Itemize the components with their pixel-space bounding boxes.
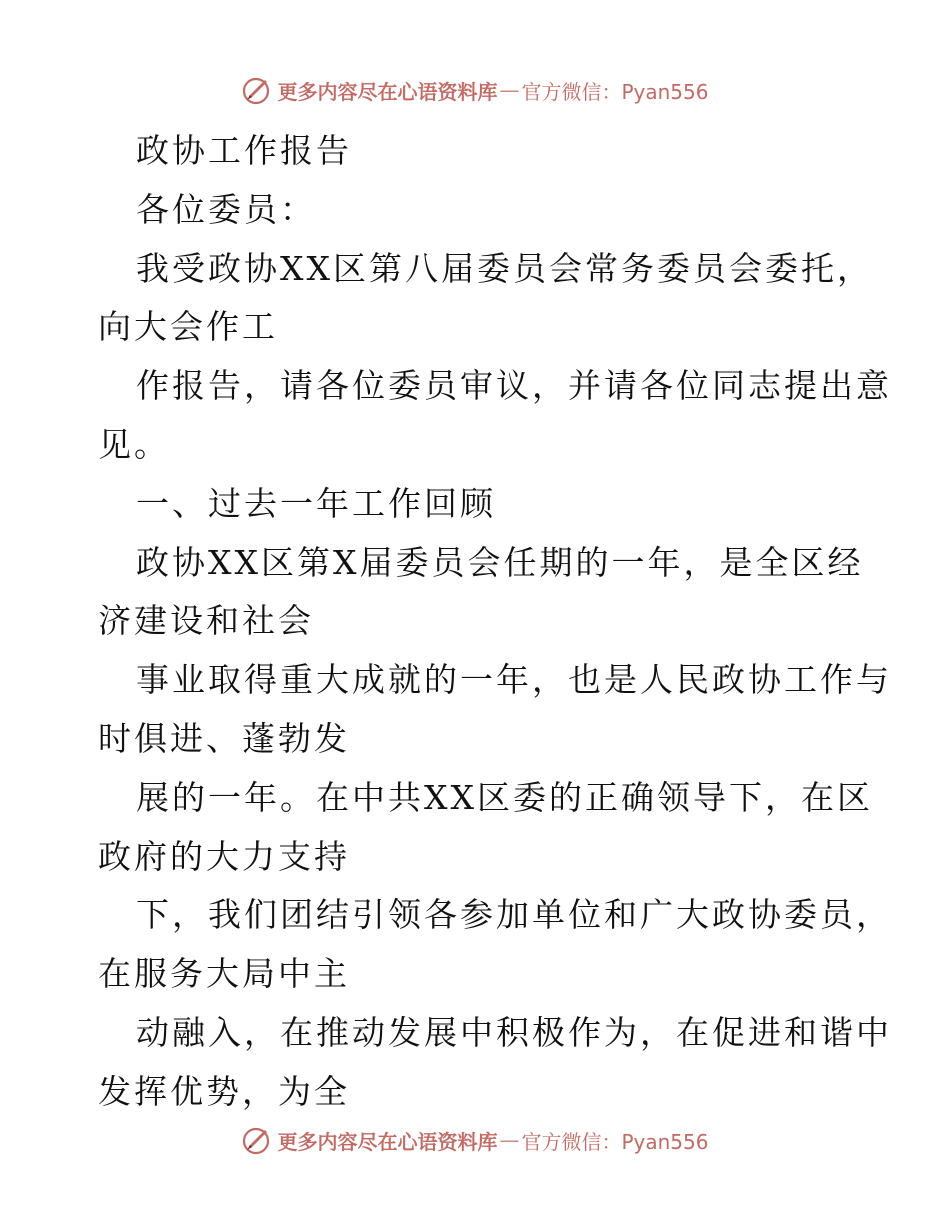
watermark-dash: — — [499, 1128, 520, 1152]
footer-watermark — [0, 1120, 950, 1160]
pen-logo-icon — [241, 1124, 273, 1156]
watermark-contact: 官方微信：Pyan556 — [521, 79, 709, 104]
paragraph-line: 动融入，在推动发展中积极作为，在促进和谐中 — [136, 1012, 892, 1052]
paragraph-line: 我受政协XX区第八届委员会常务委员会委托， — [136, 248, 873, 288]
watermark-contact: 官方微信：Pyan556 — [521, 1129, 709, 1154]
paragraph-line: 在服务大局中主 — [98, 954, 350, 994]
paragraph-line: 作报告，请各位委员审议，并请各位同志提出意 — [136, 366, 892, 406]
paragraph-line: 时俱进、蓬勃发 — [98, 718, 350, 758]
watermark-brand: 更多内容尽在心语资料库 — [277, 79, 498, 104]
watermark-brand: 更多内容尽在心语资料库 — [277, 1129, 498, 1154]
header-watermark — [0, 70, 950, 110]
pen-logo-icon — [241, 74, 273, 106]
doc-title: 政协工作报告 — [136, 131, 352, 170]
salutation: 各位委员： — [136, 189, 316, 229]
paragraph-line: 下，我们团结引领各参加单位和广大政协委员， — [136, 895, 892, 935]
document-body — [98, 122, 892, 1122]
paragraph-line: 济建设和社会 — [98, 601, 314, 641]
paragraph-line: 政协XX区第X届委员会任期的一年，是全区经 — [136, 542, 864, 582]
paragraph-line: 事业取得重大成就的一年，也是人民政协工作与 — [136, 660, 892, 700]
paragraph-line: 发挥优势，为全 — [98, 1071, 350, 1111]
section-heading: 一、过去一年工作回顾 — [136, 483, 496, 523]
paragraph-line: 向大会作工 — [98, 307, 278, 347]
watermark-dash: — — [499, 78, 520, 102]
paragraph-line: 政府的大力支持 — [98, 836, 350, 876]
paragraph-line: 见。 — [98, 424, 170, 464]
paragraph-line: 展的一年。在中共XX区委的正确领导下，在区 — [136, 777, 873, 817]
